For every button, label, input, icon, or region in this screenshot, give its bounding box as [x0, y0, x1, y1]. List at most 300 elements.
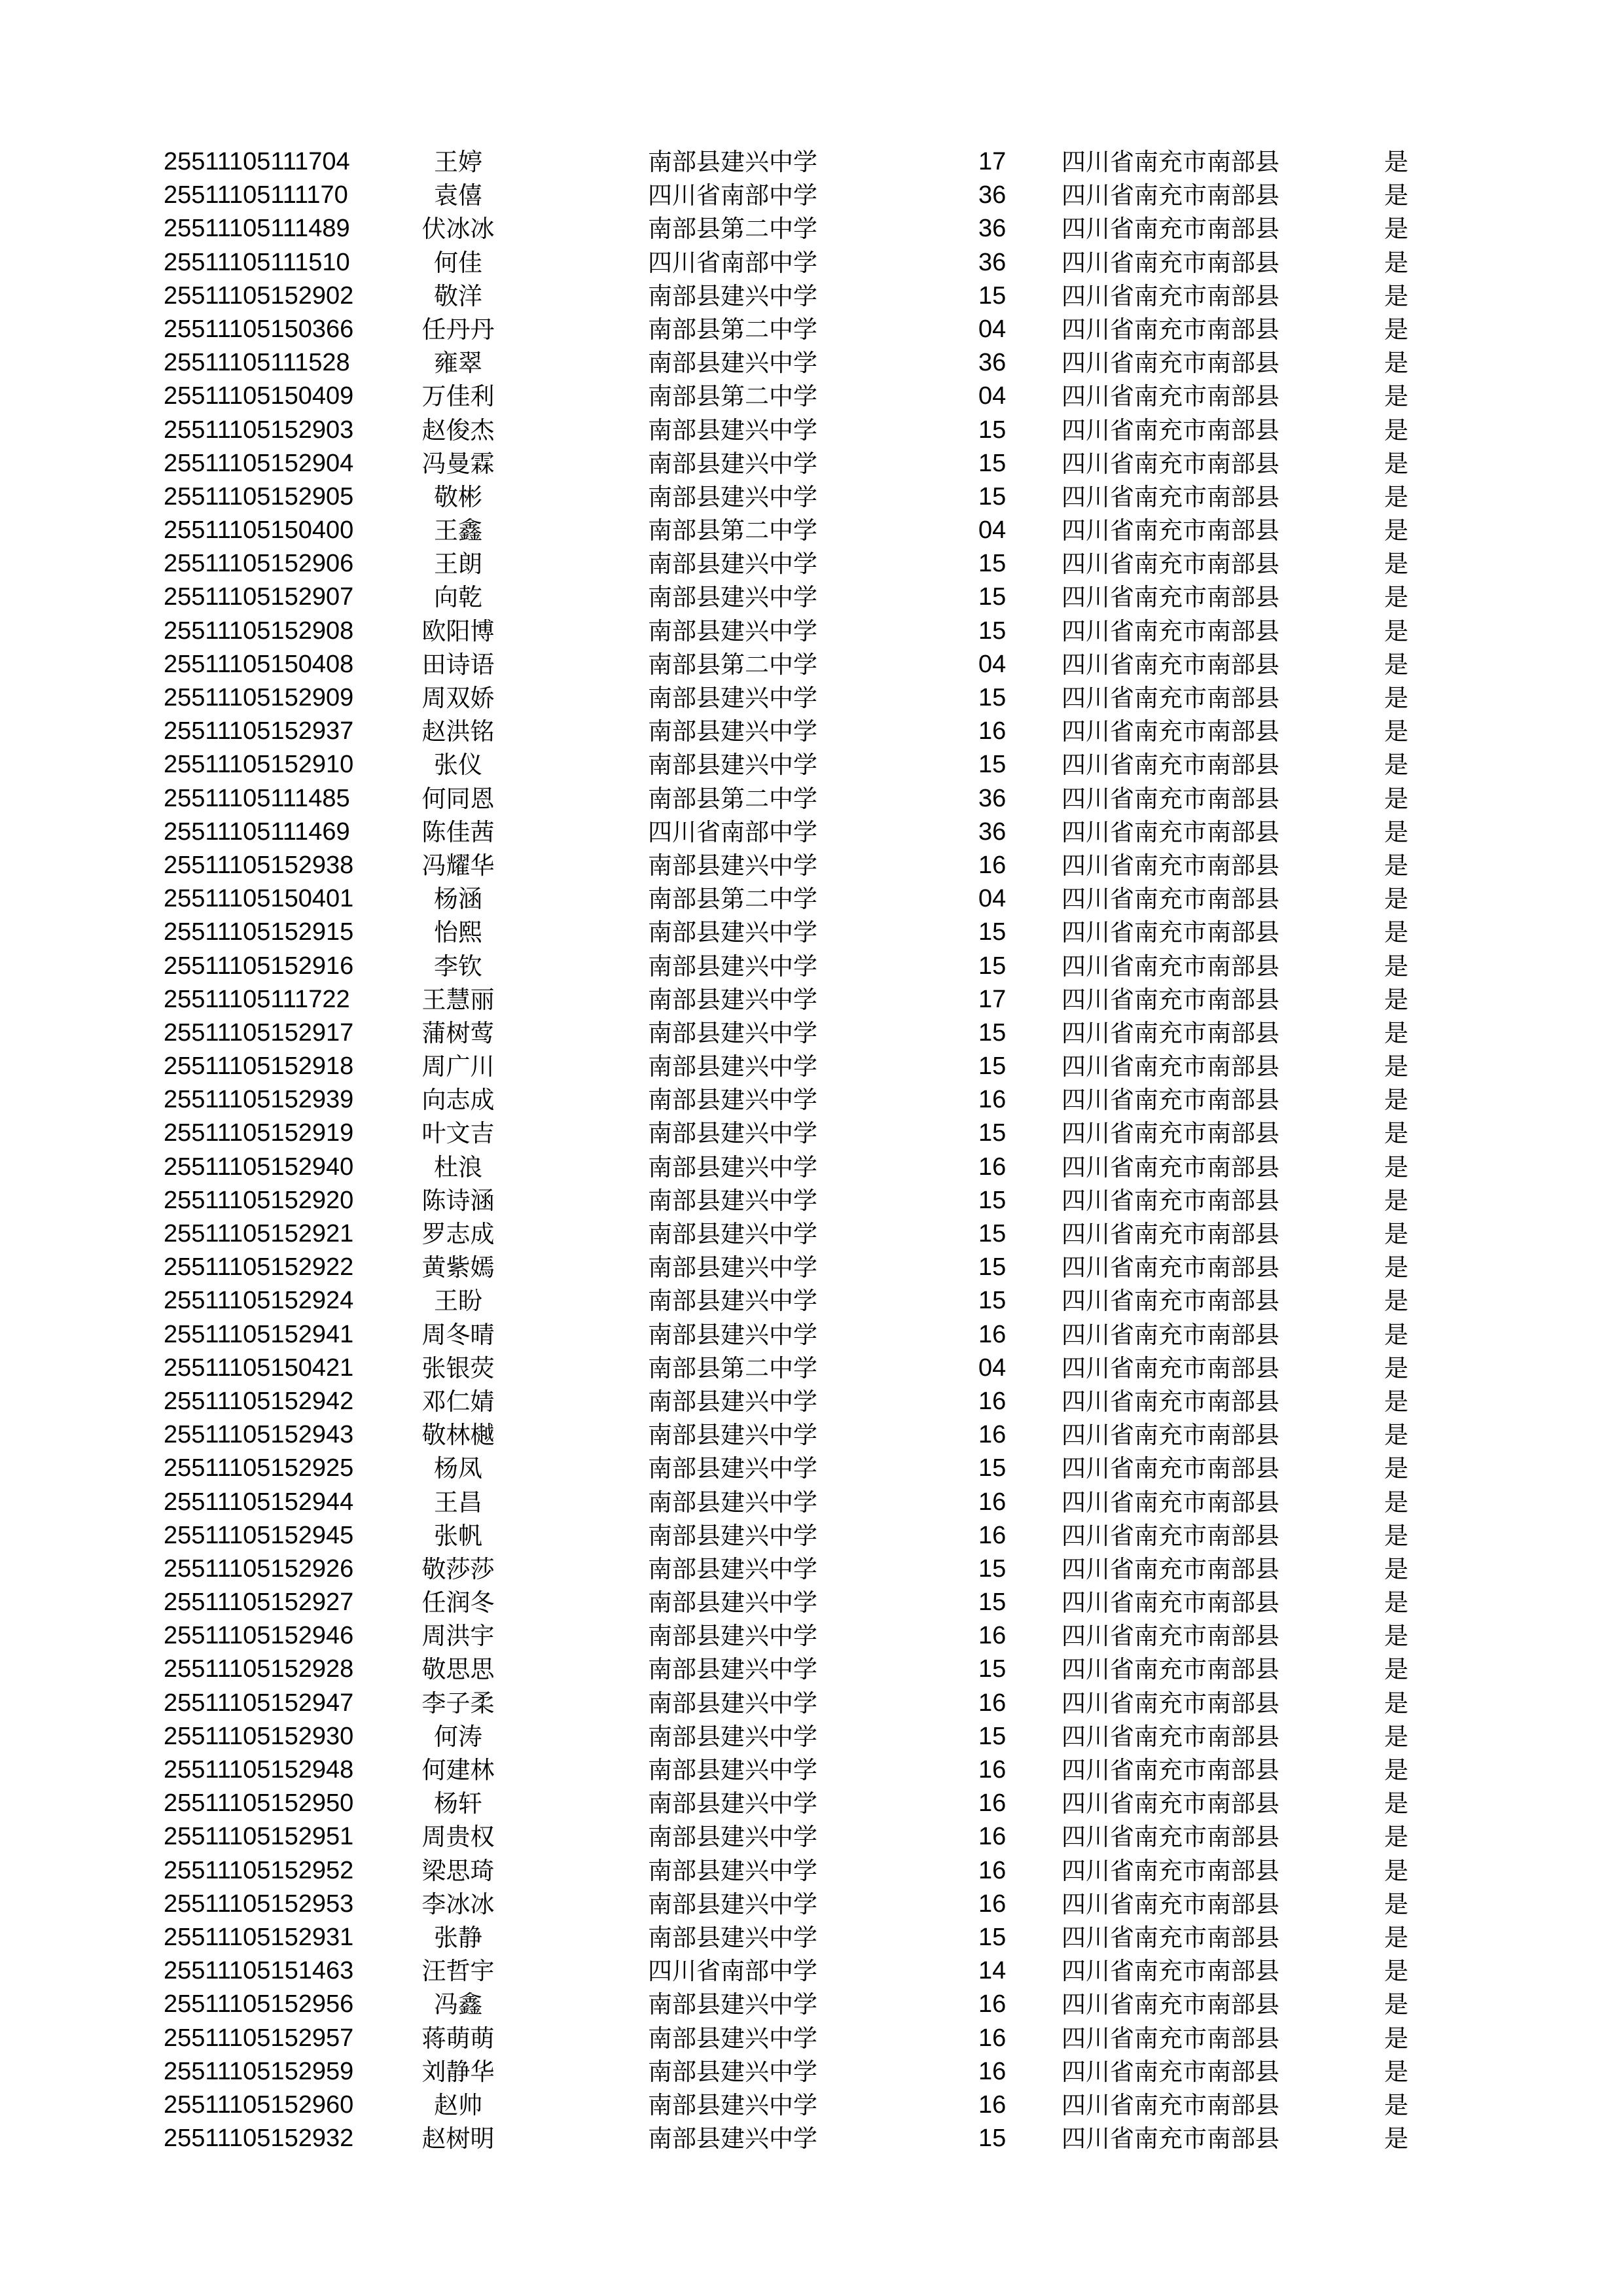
school-cell: 南部县建兴中学	[648, 2024, 817, 2053]
region-cell: 四川省南充市南部县	[1061, 1454, 1279, 1483]
student-name-cell: 陈佳茜	[421, 817, 495, 846]
student-name-cell: 李冰冰	[421, 1890, 495, 1918]
code-cell: 04	[978, 382, 1007, 410]
code-cell: 15	[978, 1119, 1007, 1147]
exam-number-cell: 25511105152943	[164, 1421, 354, 1449]
exam-number-cell: 25511105111722	[164, 985, 350, 1013]
school-cell: 四川省南部中学	[648, 817, 817, 846]
student-name-cell: 何佳	[434, 248, 482, 277]
student-name-cell: 向志成	[421, 1086, 495, 1115]
school-cell: 南部县建兴中学	[648, 1890, 817, 1918]
flag-cell: 是	[1384, 1119, 1408, 1148]
code-cell: 15	[978, 1052, 1007, 1081]
flag-cell: 是	[1384, 1622, 1408, 1651]
code-cell: 16	[978, 1990, 1007, 2018]
flag-cell: 是	[1384, 1387, 1408, 1416]
exam-number-cell: 25511105152919	[164, 1119, 354, 1147]
school-cell: 南部县建兴中学	[648, 148, 817, 176]
flag-cell: 是	[1384, 1789, 1408, 1818]
school-cell: 南部县建兴中学	[648, 550, 817, 579]
school-cell: 南部县建兴中学	[648, 1220, 817, 1248]
student-name-cell: 田诗语	[421, 650, 495, 679]
student-name-cell: 向乾	[434, 583, 482, 612]
table-row	[0, 648, 1623, 681]
code-cell: 16	[978, 1823, 1007, 1851]
code-cell: 04	[978, 885, 1007, 913]
region-cell: 四川省南充市南部县	[1061, 315, 1279, 344]
school-cell: 南部县建兴中学	[648, 1789, 817, 1818]
school-cell: 南部县建兴中学	[648, 1622, 817, 1651]
region-cell: 四川省南充市南部县	[1061, 1990, 1279, 2019]
flag-cell: 是	[1384, 1856, 1408, 1885]
code-cell: 15	[978, 482, 1007, 511]
student-name-cell: 梁思琦	[421, 1856, 495, 1885]
flag-cell: 是	[1384, 918, 1408, 947]
table-row	[0, 1854, 1623, 1888]
exam-number-cell: 25511105152909	[164, 684, 354, 711]
school-cell: 南部县第二中学	[648, 516, 817, 545]
code-cell: 15	[978, 550, 1007, 578]
school-cell: 南部县建兴中学	[648, 1823, 817, 1852]
exam-number-cell: 25511105152951	[164, 1823, 354, 1851]
school-cell: 南部县建兴中学	[648, 2057, 817, 2086]
school-cell: 四川省南部中学	[648, 248, 817, 277]
table-row	[0, 715, 1623, 748]
school-cell: 南部县建兴中学	[648, 1689, 817, 1717]
code-cell: 15	[978, 416, 1007, 444]
region-cell: 四川省南充市南部县	[1061, 1890, 1279, 1918]
region-cell: 四川省南充市南部县	[1061, 952, 1279, 980]
school-cell: 南部县建兴中学	[648, 416, 817, 444]
region-cell: 四川省南充市南部县	[1061, 650, 1279, 679]
code-cell: 15	[978, 281, 1007, 310]
school-cell: 南部县建兴中学	[648, 684, 817, 712]
exam-number-cell: 25511105150409	[164, 382, 354, 410]
code-cell: 16	[978, 1153, 1007, 1181]
code-cell: 15	[978, 583, 1007, 611]
flag-cell: 是	[1384, 684, 1408, 712]
code-cell: 15	[978, 1554, 1007, 1583]
region-cell: 四川省南充市南部县	[1061, 1287, 1279, 1316]
region-cell: 四川省南充市南部县	[1061, 1052, 1279, 1081]
school-cell: 南部县建兴中学	[648, 751, 817, 780]
student-name-cell: 周冬晴	[421, 1320, 495, 1349]
flag-cell: 是	[1384, 1052, 1408, 1081]
flag-cell: 是	[1384, 281, 1408, 310]
student-name-cell: 赵洪铭	[421, 717, 495, 746]
table-row	[0, 1687, 1623, 1720]
exam-number-cell: 25511105152945	[164, 1521, 354, 1549]
school-cell: 南部县建兴中学	[648, 1119, 817, 1148]
student-name-cell: 欧阳博	[421, 617, 495, 645]
region-cell: 四川省南充市南部县	[1061, 684, 1279, 712]
flag-cell: 是	[1384, 1454, 1408, 1483]
flag-cell: 是	[1384, 315, 1408, 344]
flag-cell: 是	[1384, 550, 1408, 579]
region-cell: 四川省南充市南部县	[1061, 1554, 1279, 1583]
flag-cell: 是	[1384, 2090, 1408, 2119]
school-cell: 南部县建兴中学	[648, 1856, 817, 1885]
student-name-cell: 赵树明	[421, 2125, 495, 2153]
exam-number-cell: 25511105152915	[164, 918, 354, 946]
table-row	[0, 1385, 1623, 1418]
student-name-cell: 赵帅	[434, 2090, 482, 2119]
region-cell: 四川省南充市南部县	[1061, 1756, 1279, 1784]
table-row	[0, 581, 1623, 614]
student-name-cell: 张仪	[434, 751, 482, 780]
code-cell: 17	[978, 148, 1007, 175]
flag-cell: 是	[1384, 1320, 1408, 1349]
code-cell: 16	[978, 851, 1007, 879]
region-cell: 四川省南充市南部县	[1061, 416, 1279, 444]
exam-number-cell: 25511105151463	[164, 1957, 354, 1985]
flag-cell: 是	[1384, 1990, 1408, 2019]
student-list-table	[0, 145, 1623, 2155]
region-cell: 四川省南充市南部县	[1061, 1655, 1279, 1684]
code-cell: 15	[978, 751, 1007, 779]
student-name-cell: 袁僖	[434, 181, 482, 210]
flag-cell: 是	[1384, 516, 1408, 545]
school-cell: 南部县建兴中学	[648, 952, 817, 980]
exam-number-cell: 25511105152952	[164, 1856, 354, 1884]
code-cell: 16	[978, 1421, 1007, 1449]
table-row	[0, 179, 1623, 212]
student-name-cell: 何建林	[421, 1756, 495, 1784]
region-cell: 四川省南充市南部县	[1061, 1957, 1279, 1986]
school-cell: 南部县建兴中学	[648, 1923, 817, 1952]
region-cell: 四川省南充市南部县	[1061, 751, 1279, 780]
exam-number-cell: 25511105152917	[164, 1018, 354, 1047]
exam-number-cell: 25511105152960	[164, 2090, 354, 2119]
region-cell: 四川省南充市南部县	[1061, 1018, 1279, 1047]
flag-cell: 是	[1384, 1957, 1408, 1986]
region-cell: 四川省南充市南部县	[1061, 1153, 1279, 1181]
school-cell: 南部县建兴中学	[648, 1153, 817, 1181]
exam-number-cell: 25511105152926	[164, 1554, 354, 1583]
table-row	[0, 2089, 1623, 2122]
table-row	[0, 1151, 1623, 1184]
code-cell: 16	[978, 1689, 1007, 1717]
code-cell: 15	[978, 1287, 1007, 1315]
school-cell: 南部县建兴中学	[648, 1387, 817, 1416]
student-name-cell: 叶文吉	[421, 1119, 495, 1148]
region-cell: 四川省南充市南部县	[1061, 482, 1279, 511]
school-cell: 南部县建兴中学	[648, 717, 817, 746]
exam-number-cell: 25511105152927	[164, 1588, 354, 1617]
table-row	[0, 514, 1623, 547]
exam-number-cell: 25511105152947	[164, 1689, 354, 1717]
region-cell: 四川省南充市南部县	[1061, 851, 1279, 880]
table-row	[0, 1251, 1623, 1284]
school-cell: 南部县建兴中学	[648, 1421, 817, 1450]
region-cell: 四川省南充市南部县	[1061, 617, 1279, 645]
flag-cell: 是	[1384, 2125, 1408, 2153]
flag-cell: 是	[1384, 2024, 1408, 2053]
code-cell: 36	[978, 248, 1007, 276]
exam-number-cell: 25511105152930	[164, 1722, 354, 1750]
flag-cell: 是	[1384, 1354, 1408, 1382]
table-row	[0, 480, 1623, 514]
exam-number-cell: 25511105152944	[164, 1488, 354, 1516]
student-name-cell: 王慧丽	[421, 985, 495, 1014]
student-name-cell: 王盼	[434, 1287, 482, 1316]
table-row	[0, 916, 1623, 949]
flag-cell: 是	[1384, 1655, 1408, 1684]
flag-cell: 是	[1384, 1253, 1408, 1282]
code-cell: 16	[978, 1622, 1007, 1650]
table-row	[0, 1586, 1623, 1619]
school-cell: 南部县建兴中学	[648, 2125, 817, 2153]
student-name-cell: 蒋萌萌	[421, 2024, 495, 2053]
region-cell: 四川省南充市南部县	[1061, 2125, 1279, 2153]
flag-cell: 是	[1384, 349, 1408, 378]
table-row	[0, 547, 1623, 581]
student-name-cell: 陈诗涵	[421, 1186, 495, 1215]
school-cell: 南部县建兴中学	[648, 1018, 817, 1047]
exam-number-cell: 25511105152928	[164, 1655, 354, 1683]
exam-number-cell: 25511105111510	[164, 248, 350, 276]
code-cell: 15	[978, 1923, 1007, 1951]
table-row	[0, 414, 1623, 447]
table-row	[0, 313, 1623, 346]
code-cell: 16	[978, 1521, 1007, 1549]
code-cell: 16	[978, 2057, 1007, 2085]
table-row	[0, 615, 1623, 648]
flag-cell: 是	[1384, 148, 1408, 176]
code-cell: 36	[978, 349, 1007, 377]
student-name-cell: 黄紫嫣	[421, 1253, 495, 1282]
student-name-cell: 罗志成	[421, 1220, 495, 1248]
flag-cell: 是	[1384, 885, 1408, 914]
school-cell: 四川省南部中学	[648, 181, 817, 210]
student-name-cell: 伏冰冰	[421, 215, 495, 243]
student-name-cell: 雍翠	[434, 349, 482, 378]
exam-number-cell: 25511105152905	[164, 482, 354, 511]
exam-number-cell: 25511105152948	[164, 1756, 354, 1784]
region-cell: 四川省南充市南部县	[1061, 148, 1279, 176]
code-cell: 16	[978, 1320, 1007, 1348]
flag-cell: 是	[1384, 1689, 1408, 1717]
exam-number-cell: 25511105152924	[164, 1287, 354, 1315]
school-cell: 南部县建兴中学	[648, 1287, 817, 1316]
student-name-cell: 王昌	[434, 1488, 482, 1516]
table-row	[0, 1217, 1623, 1251]
exam-number-cell: 25511105152922	[164, 1253, 354, 1282]
flag-cell: 是	[1384, 1488, 1408, 1516]
exam-number-cell: 25511105152907	[164, 583, 354, 611]
student-name-cell: 王婷	[434, 148, 482, 176]
flag-cell: 是	[1384, 2057, 1408, 2086]
student-name-cell: 敬林樾	[421, 1421, 495, 1450]
student-name-cell: 周双娇	[421, 684, 495, 712]
region-cell: 四川省南充市南部县	[1061, 2090, 1279, 2119]
flag-cell: 是	[1384, 416, 1408, 444]
student-name-cell: 怡熙	[434, 918, 482, 947]
table-row	[0, 2122, 1623, 2155]
code-cell: 36	[978, 181, 1007, 209]
flag-cell: 是	[1384, 215, 1408, 243]
flag-cell: 是	[1384, 1554, 1408, 1583]
student-name-cell: 王朗	[434, 550, 482, 579]
exam-number-cell: 25511105150421	[164, 1354, 354, 1382]
region-cell: 四川省南充市南部县	[1061, 449, 1279, 478]
flag-cell: 是	[1384, 1153, 1408, 1181]
code-cell: 15	[978, 952, 1007, 980]
code-cell: 17	[978, 985, 1007, 1013]
student-name-cell: 任润冬	[421, 1588, 495, 1617]
code-cell: 15	[978, 684, 1007, 711]
school-cell: 南部县第二中学	[648, 650, 817, 679]
region-cell: 四川省南充市南部县	[1061, 1856, 1279, 1885]
student-name-cell: 冯鑫	[434, 1990, 482, 2019]
flag-cell: 是	[1384, 1521, 1408, 1550]
flag-cell: 是	[1384, 851, 1408, 880]
exam-number-cell: 25511105152946	[164, 1622, 354, 1650]
flag-cell: 是	[1384, 1756, 1408, 1784]
region-cell: 四川省南充市南部县	[1061, 1253, 1279, 1282]
table-row	[0, 1452, 1623, 1485]
school-cell: 南部县建兴中学	[648, 1588, 817, 1617]
student-name-cell: 何同恩	[421, 784, 495, 813]
school-cell: 南部县建兴中学	[648, 482, 817, 511]
code-cell: 16	[978, 2090, 1007, 2119]
student-name-cell: 张帆	[434, 1521, 482, 1550]
table-row	[0, 1318, 1623, 1352]
table-row	[0, 1352, 1623, 1385]
student-name-cell: 李子柔	[421, 1689, 495, 1717]
school-cell: 南部县建兴中学	[648, 1521, 817, 1550]
exam-number-cell: 25511105152932	[164, 2125, 354, 2153]
student-name-cell: 万佳利	[421, 382, 495, 411]
student-name-cell: 邓仁婧	[421, 1387, 495, 1416]
exam-number-cell: 25511105152956	[164, 1990, 354, 2018]
school-cell: 南部县第二中学	[648, 1354, 817, 1382]
code-cell: 16	[978, 1756, 1007, 1784]
exam-number-cell: 25511105152953	[164, 1890, 354, 1918]
exam-number-cell: 25511105152904	[164, 449, 354, 477]
table-row	[0, 1284, 1623, 1318]
region-cell: 四川省南充市南部县	[1061, 1320, 1279, 1349]
school-cell: 南部县第二中学	[648, 784, 817, 813]
exam-number-cell: 25511105152925	[164, 1454, 354, 1482]
flag-cell: 是	[1384, 1287, 1408, 1316]
student-name-cell: 杨轩	[434, 1789, 482, 1818]
exam-number-cell: 25511105111170	[164, 181, 348, 209]
school-cell: 南部县建兴中学	[648, 1052, 817, 1081]
flag-cell: 是	[1384, 617, 1408, 645]
school-cell: 南部县建兴中学	[648, 1253, 817, 1282]
code-cell: 16	[978, 1890, 1007, 1918]
table-row	[0, 782, 1623, 816]
flag-cell: 是	[1384, 985, 1408, 1014]
school-cell: 南部县建兴中学	[648, 1722, 817, 1751]
code-cell: 14	[978, 1957, 1007, 1985]
school-cell: 南部县建兴中学	[648, 1655, 817, 1684]
table-row	[0, 1016, 1623, 1050]
table-row	[0, 145, 1623, 179]
school-cell: 南部县建兴中学	[648, 1320, 817, 1349]
region-cell: 四川省南充市南部县	[1061, 1421, 1279, 1450]
school-cell: 南部县建兴中学	[648, 851, 817, 880]
school-cell: 南部县第二中学	[648, 315, 817, 344]
exam-number-cell: 25511105152939	[164, 1086, 354, 1114]
table-row	[0, 1787, 1623, 1820]
region-cell: 四川省南充市南部县	[1061, 985, 1279, 1014]
region-cell: 四川省南充市南部县	[1061, 2024, 1279, 2053]
student-name-cell: 张静	[434, 1923, 482, 1952]
region-cell: 四川省南充市南部县	[1061, 1823, 1279, 1852]
table-row	[0, 1552, 1623, 1586]
flag-cell: 是	[1384, 1421, 1408, 1450]
school-cell: 南部县建兴中学	[648, 2090, 817, 2119]
flag-cell: 是	[1384, 952, 1408, 980]
region-cell: 四川省南充市南部县	[1061, 817, 1279, 846]
school-cell: 南部县建兴中学	[648, 1454, 817, 1483]
exam-number-cell: 25511105111489	[164, 215, 350, 243]
table-row	[0, 1117, 1623, 1150]
flag-cell: 是	[1384, 717, 1408, 746]
exam-number-cell: 25511105152959	[164, 2057, 354, 2085]
student-name-cell: 张银荧	[421, 1354, 495, 1382]
exam-number-cell: 25511105152957	[164, 2024, 354, 2052]
region-cell: 四川省南充市南部县	[1061, 918, 1279, 947]
region-cell: 四川省南充市南部县	[1061, 717, 1279, 746]
code-cell: 15	[978, 1722, 1007, 1750]
student-name-cell: 敬莎莎	[421, 1554, 495, 1583]
table-row	[0, 1050, 1623, 1083]
code-cell: 15	[978, 449, 1007, 477]
flag-cell: 是	[1384, 650, 1408, 679]
table-row	[0, 212, 1623, 245]
flag-cell: 是	[1384, 181, 1408, 210]
code-cell: 04	[978, 650, 1007, 678]
exam-number-cell: 25511105152950	[164, 1789, 354, 1818]
exam-number-cell: 25511105111469	[164, 817, 350, 846]
region-cell: 四川省南充市南部县	[1061, 1186, 1279, 1215]
table-row	[0, 447, 1623, 480]
exam-number-cell: 25511105152921	[164, 1220, 354, 1247]
school-cell: 南部县建兴中学	[648, 1990, 817, 2019]
table-row	[0, 1988, 1623, 2021]
exam-number-cell: 25511105111704	[164, 148, 350, 175]
region-cell: 四川省南充市南部县	[1061, 1923, 1279, 1952]
region-cell: 四川省南充市南部县	[1061, 583, 1279, 612]
student-name-cell: 敬洋	[434, 281, 482, 310]
region-cell: 四川省南充市南部县	[1061, 1789, 1279, 1818]
table-row	[0, 246, 1623, 279]
flag-cell: 是	[1384, 382, 1408, 411]
school-cell: 南部县建兴中学	[648, 1086, 817, 1115]
exam-number-cell: 25511105111485	[164, 784, 350, 812]
code-cell: 04	[978, 516, 1007, 545]
region-cell: 四川省南充市南部县	[1061, 784, 1279, 813]
table-row	[0, 950, 1623, 983]
region-cell: 四川省南充市南部县	[1061, 1387, 1279, 1416]
flag-cell: 是	[1384, 1220, 1408, 1248]
student-name-cell: 赵俊杰	[421, 416, 495, 444]
flag-cell: 是	[1384, 1923, 1408, 1952]
exam-number-cell: 25511105150400	[164, 516, 354, 545]
school-cell: 南部县建兴中学	[648, 1756, 817, 1784]
code-cell: 15	[978, 1220, 1007, 1247]
student-name-cell: 蒲树莺	[421, 1018, 495, 1047]
flag-cell: 是	[1384, 1018, 1408, 1047]
code-cell: 15	[978, 1588, 1007, 1617]
region-cell: 四川省南充市南部县	[1061, 1521, 1279, 1550]
code-cell: 16	[978, 717, 1007, 745]
table-row	[0, 2022, 1623, 2055]
exam-number-cell: 25511105152902	[164, 281, 354, 310]
